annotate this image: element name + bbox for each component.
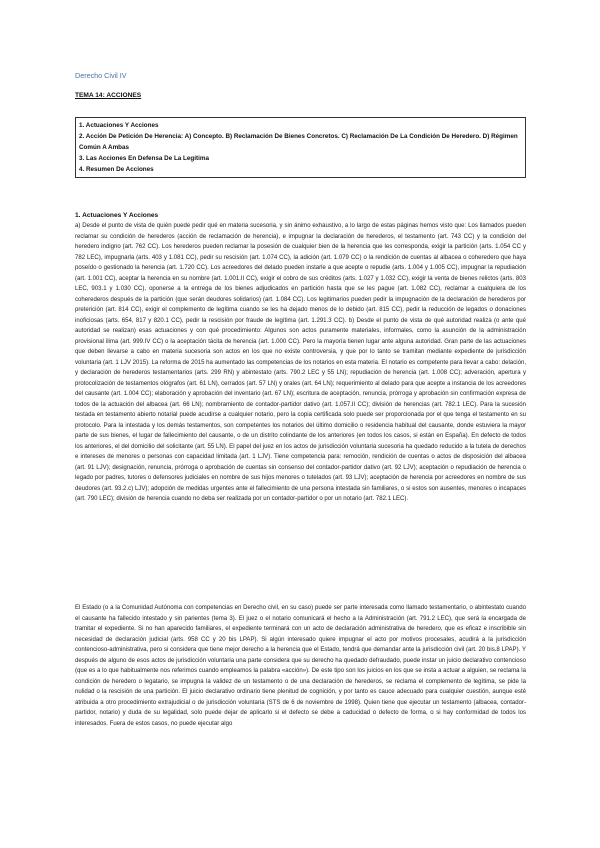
toc-item-2: 2. Acción De Petición De Herencia: A) Concepto. B) Reclamación De Bienes Concretos. C) Reclamación De La Condición De Heredero. D) Régimen Común A Ambas <box>79 133 518 151</box>
table-of-contents <box>75 117 526 178</box>
section-title: 1. Actuaciones Y Acciones <box>75 212 159 219</box>
body-paragraph-2: El Estado (o a la Comunidad Autónoma con competencias en Derecho civil, en su caso) puede ser parte interesada como llamado testamentario, o abintestato cuando el causante ha fallecido intestado y sin parientes (tema 3). El juez o el notario comunicará el hecho a la Administración (art. 791.2 LEC), que será la encargada de tramitar el expediente. Si no han aparecido familiares, el expediente terminará con un acto de declaración administrativa de heredero, que es eficaz e inscribible sin necesidad de declaración judicial (arts. 958 CC y 20 bis LPAP). Si algún interesado quiere impugnar el acto por motivos procesales, acudirá a la jurisdicción contencioso-administrativa, pero si considera que tiene mejor derecho a la herencia que el Estado, tendrá que demandar ante la jurisdicción civil (art. 20 bis.8 LPAP). Y después de alguno de esos actos de jurisdicción voluntaria una parte considera que su derecho ha quedado defraudado, puede instar un juicio declarativo contencioso (que es a lo que habitualmente nos referimos cuando empleamos la palabra «acción»). De este tipo son los juicios en los que se insta a actuar a alguien, se reclama la condición de heredero o legatario, se impugna la validez de un testamento o de una declaración de herederos, se reclama el complemento de legítima, se pide la nulidad o la rescisión de una partición. El juicio declarativo ordinario tiene plenitud de cognición, y por tanto es cauce adecuado para cualquier cuestión, aunque esté atribuida a otro procedimiento extrajudicial o de jurisdicción voluntaria (STS de 6 de noviembre de 1998). Quien tiene que ejecutar un testamento (albacea, contador-partidor, notario) y duda de su legalidad, solo puede dejar de aplicarlo si el defecto se debe a caducidad o defecto de forma, o si hay conformidad de todos los interesados. Fuera de estos casos, no puede ejecutar algo <box>75 605 526 727</box>
toc-item-3: 3. Las Acciones En Defensa De La Legítima <box>79 155 209 162</box>
body-paragraph-1: a) Desde el punto de vista de quién puede pedir qué en materia sucesoria, y sin ánimo exhaustivo, a lo largo de estas páginas hemos visto que: Los llamados pueden reclamar su condición de herederos (acción de reclamación de herencia), e impugnar la declaración de herederos, el testamento (art. 743 CC) y la condición del heredero indigno (art. 762 CC). Los herederos pueden reclamar la posesión de cualquier bien de la herencia que les corresponda, exigir la partición (arts. 1.054 CC y 782 LEC), impugnarla (arts. 403 y 1.081 CC), pedir su rescisión (art. 1.074 CC), la adición (art. 1.079 CC) o la rendición de cuentas al albacea o coheredero que haya poseído o gestionado la herencia (art. 1.720 CC). Los acreedores del delado pueden instarle a que acepte o repudie (arts. 1.004 y 1.005 CC), impugnar la repudiación (art. 1.001 CC), aceptar la herencia en su nombre (art. 1.001.II CC), exigir el cobro de sus créditos (arts. 1.027 y 1.032 CC), exigir la venta de bienes relictos (arts. 803 LEC, 903.1 y 1.030 CC), oponerse a la entrega de los bienes adjudicados en partición hasta que se les pague (art. 1.082 CC), reclamar a cualquiera de los coherederos después de la partición (que serán deudores solidarios) (art. 1.084 CC). Los legitimarios pueden pedir la impugnación de la declaración de herederos por preterición (art. 814 CC), exigir el complemento de legítima cuando se les ha dejado menos de lo debido (art. 815 CC), pedir la reducción de legados o donaciones inoficiosas (arts. 654, 817 y 820.1 CC), pedir la rescisión por fraude de legítima (art. 1.291.3 CC). b) Desde el punto de vista de qué autoridad realiza (o ante qué autoridad se realizan) esas actuaciones y con qué procedimiento: Algunos son actos puramente materiales, informales, como la asunción de la administración provisional ilima (art. 999.IV CC) o la aceptación tácita de herencia (art. 1.000 CC). Pero la mayoría tienen lugar ante alguna autoridad. Gran parte de las actuaciones que deben llevarse a cabo en materia sucesoria son actos en los que no existe controversia, y que por lo tanto se tramitan mediante expediente de jurisdicción voluntaria (art. 1 LJV 2015). La reforma de 2015 ha aumentado las competencias de los notarios en esta materia. El notario es competente para llevar a cabo: delación, y declaración de herederos testamentarios (arts. 299 RN) y abintestato (arts. 790.2 LEC y 55 LN); repudiación de herencia (art. 1.008 CC); adveración, apertura y protocolización de testamentos ológrafos (art. 61 LN), cerrados (art. 57 LN) y orales (art. 64 LN); requerimiento al delado para que acepte a instancia de los acreedores del causante (art. 1.004 CC); elaboración y aprobación del inventario (art. 67 LN); escritura de aceptación, renuncia, prórroga y aprobación sin confirmación expresa de todos de la actuación del albacea (art. 66 LN); nombramiento de contador-partidor dativo (art. 1.057.II CC); división de herencias (art. 782.1 LEC). Para la sucesión testada en testamento abierto notarial puede acudirse a cualquier notario, pero la copia certificada solo puede ser proporcionada por el que tenga el testamento en su protocolo. Para la intestada y los demás testamentos, son competentes los notarios del último domicilio o residencia habitual del causante, donde estuviera la mayor parte de sus bienes, el lugar de fallecimiento del causante, o de un distrito colindante de los anteriores (en todos los casos, si están en España). En defecto de todos los anteriores, el del domicilio del solicitante (art. 55 LN). El papel del juez en los actos de jurisdicción voluntaria sucesoria ha quedado reducido a la tutela de derechos e intereses de menores o personas con capacidad limitada (art. 1 LJV). Tiene competencia para: remoción, rendición de cuentas o actos de disposición del albacea (art. 91 LJV); designación, renuncia, prórroga o aprobación de cuentas sin consenso del contador-partidor dativo (art. 92 LJV); aceptación o repudiación de herencia o legado por padres, tutores o defensores judiciales en nombre de sus hijos menores o tutelados (art. 93 LJV); aceptación de herencia por acreedores en nombre de sus deudores (art. 93.2.c) LJV); adopción de medidas urgentes ante el fallecimiento de una persona intestada sin familiares, o si estos son ausentes, menores o incapaces (art. 790 LEC); división de herencia cuando no deba ser realizada por un contador-partidor o por un notario (art. 782.1 LEC). <box>75 223 526 502</box>
course-title: Derecho Civil IV <box>75 71 127 80</box>
toc-item-1: 1. Actuaciones Y Acciones <box>79 122 159 129</box>
toc-item-4: 4. Resumen De Acciones <box>79 166 154 173</box>
topic-title: TEMA 14: ACCIONES <box>75 92 142 99</box>
